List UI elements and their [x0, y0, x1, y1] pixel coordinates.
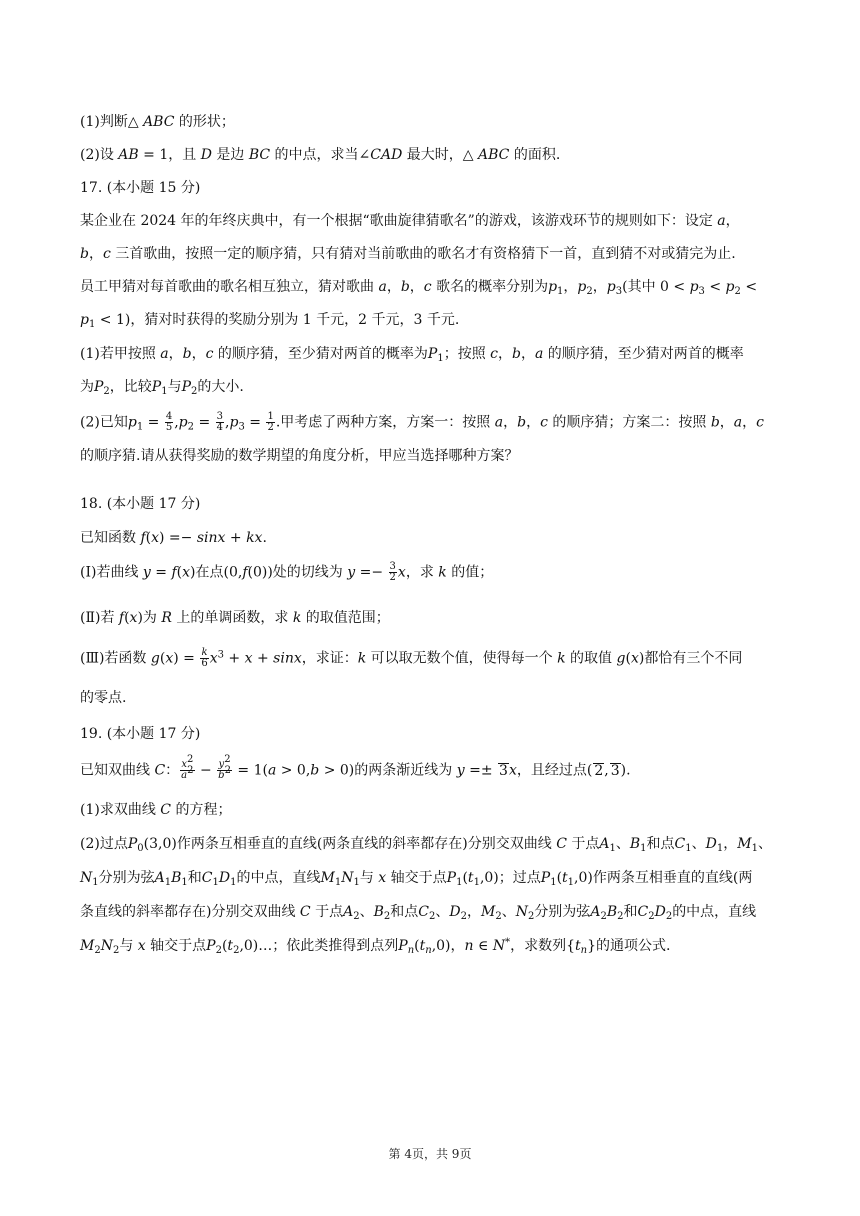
q19-intro: 已知双曲线 C： $\frac{x^2}{a^2}$ − $\frac{y^2}{b^2}$ = 1(a > 0,b > 0)的两条渐近线为 y =± 3x，且经过点( 2, 3). — [80, 754, 631, 781]
q17-header: 17. (本小题 15 分) — [80, 180, 201, 196]
q18-part-iii-line2: 的零点. — [80, 690, 127, 706]
q19-part2-line2: $N_1$分别为弦$A_1B_1$和$C_1D_1$的中点，直线$M_1N_1$与 x 轴交于点$P_1(t_1,0)$；过点$P_1(t_1,0)$作两条互相垂直的直线(两 — [80, 870, 753, 888]
q17-intro-line4: $p_1 < 1$)，猜对时获得的奖励分别为 1 千元，2 千元，3 千元. — [80, 312, 460, 330]
q17-part1-line2: 为$P_2$，比较$P_1$与$P_2$的大小. — [80, 379, 244, 397]
q17-intro-line3: 员工甲猜对每首歌曲的歌名相互独立，猜对歌曲 a，b，c 歌名的概率分别为$p_1$，$p_2$，$p_3$(其中 $0 < p_3 < p_2$ < — [80, 279, 758, 297]
q19-part2-line1: (2)过点$P_0(3,0)$作两条互相垂直的直线(两条直线的斜率都存在)分别交双曲线 C 于点$A_1$、$B_1$和点$C_1$、$D_1$，$M_1$、 — [80, 836, 772, 854]
q17-part2-line1: (2)已知$p_1$ = $\frac{4}{5}$ $,p_2$ = $\frac{3}{4}$ $,p_3$ = $\frac{1}{2}$ .甲考虑了两种方案，方案一：按照 a，b，c 的顺序猜；方案二：按照 b，a，c — [80, 411, 764, 433]
q18-part-ii: (Ⅱ)若 f(x)为 R 上的单调函数，求 k 的取值范围； — [80, 610, 390, 626]
q19-header: 19. (本小题 17 分) — [80, 726, 201, 742]
q17-part2-line2: 的顺序猜.请从获得奖励的数学期望的角度分析，甲应当选择哪种方案？ — [80, 448, 519, 464]
q17-part1-line1: (1)若甲按照 a，b，c 的顺序猜，至少猜对两首的概率为$P_1$；按照 c，b，a 的顺序猜，至少猜对两首的概率 — [80, 346, 744, 364]
q18-part-i: (Ⅰ)若曲线 y = f(x)在点(0,f(0))处的切线为 y =− $\frac{3}{2}$ x，求 k 的值； — [80, 561, 494, 583]
q16-part2: (2)设 AB = 1，且 D 是边 BC 的中点，求当∠CAD 最大时，△ ABC 的面积. — [80, 147, 561, 163]
q19-part2-line3: 条直线的斜率都存在)分别交双曲线 C 于点$A_2$、$B_2$和点$C_2$、$D_2$，$M_2$、$N_2$分别为弦$A_2B_2$和$C_2D_2$的中点，直线 — [80, 904, 757, 922]
q16-part1: (1)判断△ ABC 的形状； — [80, 114, 235, 130]
q19-part1: (1)求双曲线 C 的方程； — [80, 802, 232, 818]
q18-header: 18. (本小题 17 分) — [80, 496, 201, 512]
q18-part-iii-line1: (Ⅲ)若函数 g(x) = $\frac{k}{6}$ $x^3 + x + \sin x$，求证：k 可以取无数个值，使得每一个 k 的取值 g(x)都恰有三个不同 — [80, 647, 743, 669]
q18-intro: 已知函数 f(x) =− sinx + kx. — [80, 530, 267, 546]
q17-intro-line2: b，c 三首歌曲，按照一定的顺序猜，只有猜对当前歌曲的歌名才有资格猜下一首，直到猜不对或猜完为止. — [80, 246, 736, 262]
page-footer: 第 4页，共 9页 — [388, 1147, 472, 1161]
q19-part2-line4: $M_2N_2$与 x 轴交于点$P_2(t_2,0)\dots$；依此类推得到点列$P_n(t_n,0)$，n ∈ N*，求数列$\{t_n\}$的通项公式. — [80, 937, 671, 956]
q17-intro-line1: 某企业在 2024 年的年终庆典中，有一个根据“歌曲旋律猜歌名”的游戏，该游戏环节的规则如下：设定 a， — [80, 213, 740, 229]
